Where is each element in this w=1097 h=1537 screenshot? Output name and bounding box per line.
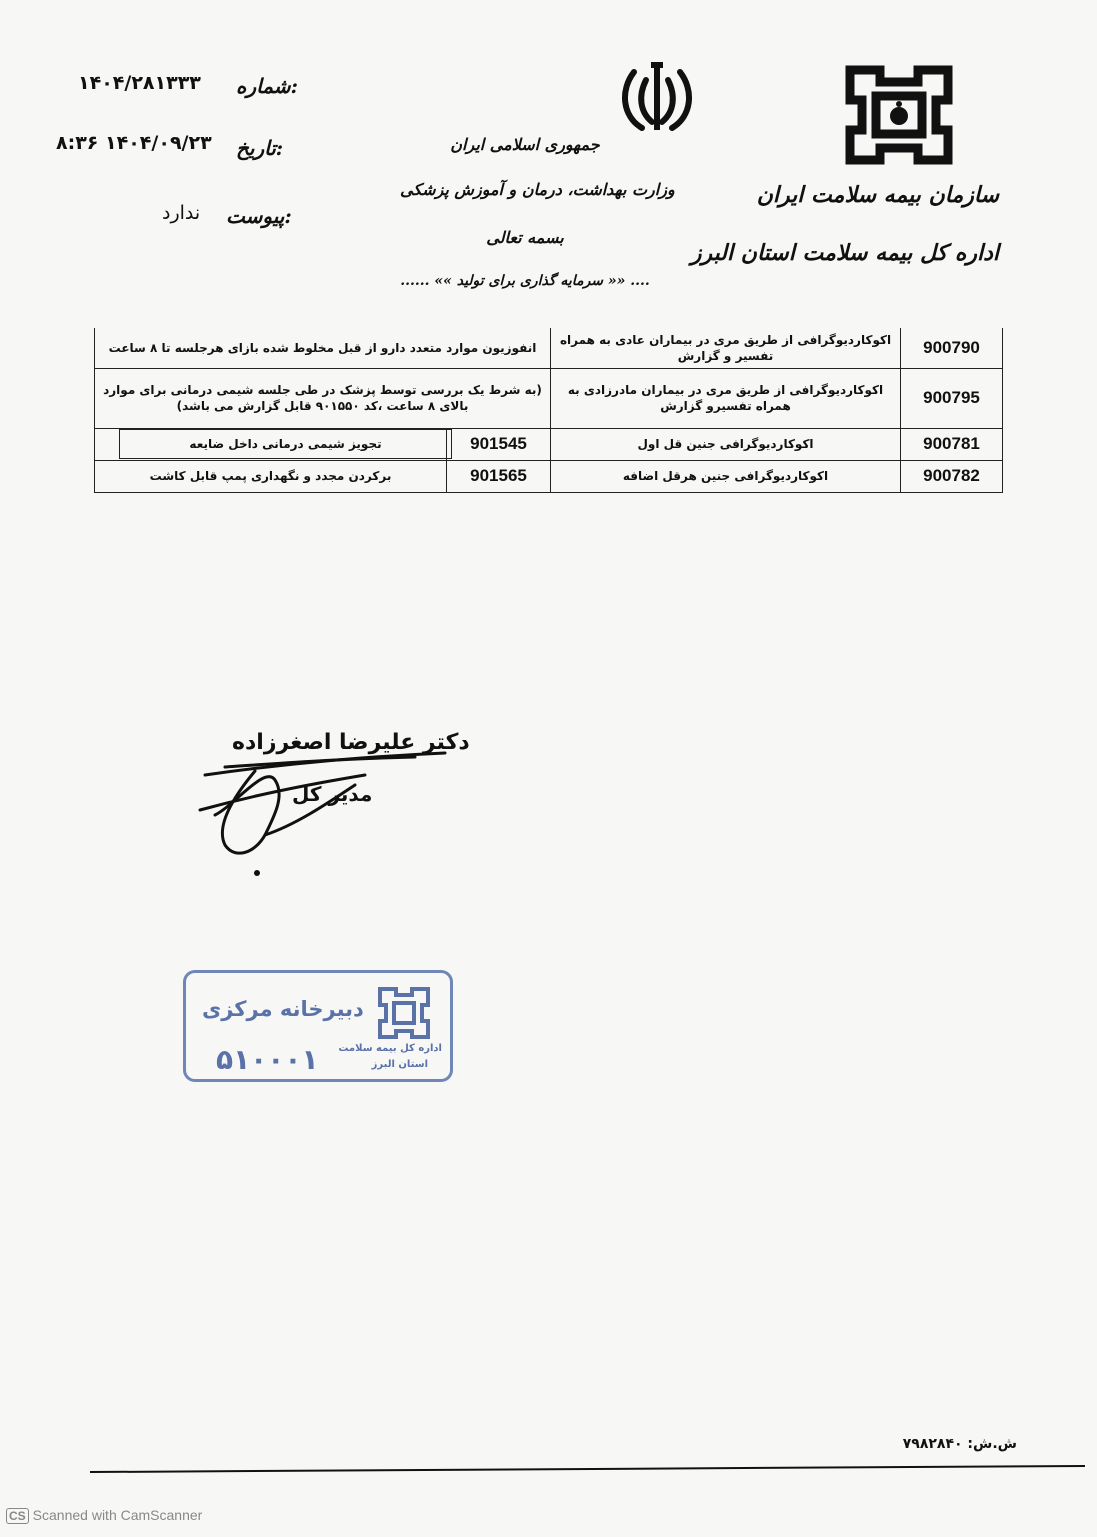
stamp-subtitle: اداره کل بیمه سلامت [338,1043,442,1054]
service-code: 900795 [901,368,1003,428]
camscanner-logo-icon: CS [6,1508,29,1524]
stamp-number: ۵۱۰۰۰۱ [216,1043,319,1076]
service-code: 900781 [901,428,1003,460]
stamp-logo-icon [374,983,434,1043]
table-row [95,328,1003,368]
service-code: 900782 [901,460,1003,492]
service-description: اکوکاردیوگرافی جنین قل اول [551,428,901,460]
ministry-title: وزارت بهداشت، درمان و آموزش پزشکی [400,180,675,199]
service-code: 900790 [901,328,1003,368]
service-description: اکوکاردیوگرافی از طریق مری در بیماران عادی به همراه تفسیر و گزارش [551,328,901,368]
signatory-title: مدیر کل [292,782,373,806]
signatory-name: دکتر علیرضا اصغرزاده [232,730,470,755]
org-department: اداره کل بیمه سلامت استان البرز [690,240,999,266]
service-description: اکوکاردیوگرافی جنین هرقل اضافه [551,460,901,492]
stamp-subtitle: استان البرز [371,1059,428,1070]
service-description: تجویز شیمی درمانی داخل ضایعه [119,429,452,459]
service-description: انفوزیون موارد متعدد دارو از قبل مخلوط شده بازای هرجلسه تا ۸ ساعت [95,328,551,368]
footer-divider [90,1465,1085,1473]
letter-number: ۱۴۰۴/۲۸۱۳۳۳ [78,72,201,94]
stamp-title: دبیرخانه مرکزی [202,997,364,1021]
table-row [95,368,1003,428]
insurance-logo-icon [840,60,958,170]
table-row [95,460,1003,492]
basmala: بسمه تعالی [486,228,564,247]
number-label: شماره: [236,74,298,98]
reference-number: ش.ش: ۷۹۸۲۸۴۰ [902,1436,1017,1452]
date-label: تاریخ: [236,136,284,160]
service-description-cell [95,428,447,460]
letter-date: ۱۴۰۴/۰۹/۲۳ ۸:۳۶ [56,132,212,154]
republic-title: جمهوری اسلامی ایران [450,135,600,154]
service-codes-table [94,328,1003,493]
attachment-value: ندارد [162,202,201,224]
service-description: (به شرط یک بررسی توسط پزشک در طی جلسه شیمی درمانی برای موارد بالای ۸ ساعت ،کد ۹۰۱۵۵۰ قابل گزارش می باشد) [95,368,551,428]
service-description: اکوکاردیوگرافی از طریق مری در بیماران مادرزادی به همراه تفسیرو گزارش [551,368,901,428]
attachment-label: پیوست: [226,204,292,228]
table-row [95,428,1003,460]
slogan: ...... «« سرمایه گذاری برای تولید »» .... [400,273,650,289]
service-code: 901565 [447,460,551,492]
service-code: 901545 [447,428,551,460]
service-description: برکردن مجدد و نگهداری پمپ قابل کاشت [95,460,447,492]
scanner-watermark [6,1507,202,1524]
handwritten-signature-icon [195,735,455,885]
national-emblem-icon [618,62,696,136]
secretariat-stamp [183,970,453,1082]
org-name: سازمان بیمه سلامت ایران [756,182,999,208]
scanner-text: Scanned with CamScanner [32,1507,203,1523]
